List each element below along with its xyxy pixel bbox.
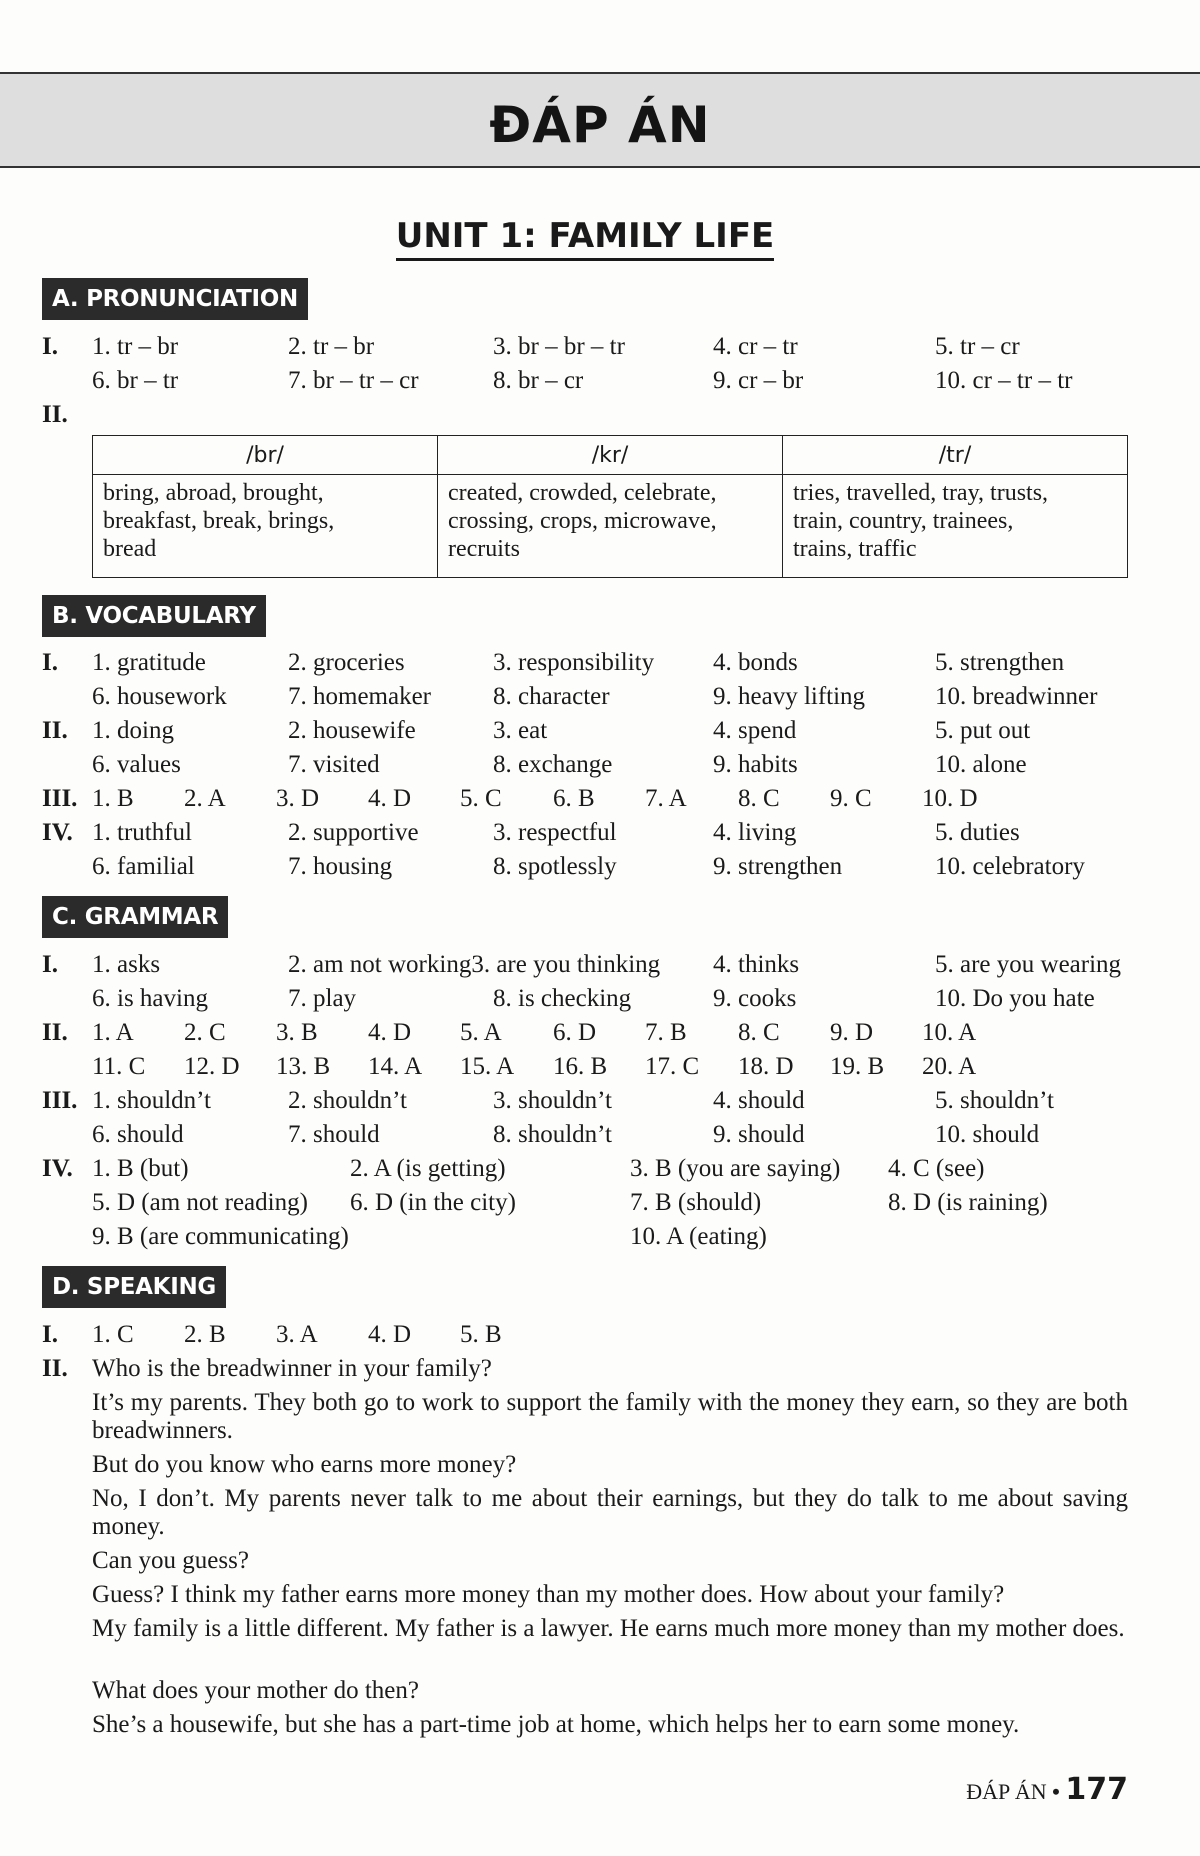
dialogue-line: Who is the breadwinner in your family? bbox=[92, 1355, 492, 1382]
vocab-label-i: I. bbox=[42, 649, 58, 676]
vocab-answer: 6. B bbox=[553, 785, 595, 812]
grammar-answer: 12. D bbox=[184, 1053, 240, 1080]
pron-answer: 6. br – tr bbox=[92, 367, 179, 394]
cell-line: crossing, crops, microwave, bbox=[448, 508, 717, 534]
vocab-answer: 9. habits bbox=[713, 751, 798, 778]
section-speaking-heading: D. SPEAKING bbox=[42, 1266, 226, 1308]
vocab-answer: 4. bonds bbox=[713, 649, 798, 676]
vocab-answer: 7. housing bbox=[288, 853, 393, 880]
grammar-answer: 1. B (but) bbox=[92, 1155, 189, 1182]
section-grammar-heading: C. GRAMMAR bbox=[42, 896, 228, 938]
grammar-answer: 10. A (eating) bbox=[630, 1223, 767, 1250]
grammar-answer: 1. A bbox=[92, 1019, 134, 1046]
vocab-answer: 3. respectful bbox=[493, 819, 617, 846]
grammar-answer: 7. should bbox=[288, 1121, 380, 1148]
vocab-answer: 4. D bbox=[368, 785, 412, 812]
dialogue-line: She’s a housewife, but she has a part-time job at home, which helps her to earn some money. bbox=[92, 1711, 1020, 1738]
cell-line: recruits bbox=[448, 536, 520, 562]
grammar-answer: 10. should bbox=[935, 1121, 1040, 1148]
vocab-answer: 2. A bbox=[184, 785, 226, 812]
speaking-label-i: I. bbox=[42, 1321, 58, 1348]
grammar-answer: 14. A bbox=[368, 1053, 423, 1080]
vocab-answer: 5. duties bbox=[935, 819, 1020, 846]
vocab-answer: 1. doing bbox=[92, 717, 174, 744]
grammar-answer: 6. D bbox=[553, 1019, 597, 1046]
speaking-answer: 5. B bbox=[460, 1321, 502, 1348]
vocab-answer: 10. celebratory bbox=[935, 853, 1085, 880]
dialogue-line: It’s my parents. They both go to work to support the family with the money they earn, so they are both breadwinners. bbox=[92, 1389, 1128, 1444]
cell-line: bring, abroad, brought, bbox=[103, 480, 324, 506]
cell-line: breakfast, break, brings, bbox=[103, 508, 335, 534]
grammar-answer: 8. shouldn’t bbox=[493, 1121, 612, 1148]
sound-table-row bbox=[93, 475, 1128, 578]
grammar-answer: 6. D (in the city) bbox=[350, 1189, 516, 1216]
grammar-answer: 3. B bbox=[276, 1019, 318, 1046]
pron-answer: 10. cr – tr – tr bbox=[935, 367, 1073, 394]
vocab-answer: 9. heavy lifting bbox=[713, 683, 866, 710]
header-banner bbox=[0, 72, 1200, 168]
grammar-answer: 18. D bbox=[738, 1053, 794, 1080]
vocab-label-iii: III. bbox=[42, 785, 78, 812]
cell-line: bread bbox=[103, 536, 157, 562]
grammar-answer: 9. B (are communicating) bbox=[92, 1223, 349, 1250]
speaking-answer: 2. B bbox=[184, 1321, 226, 1348]
pron-answer: 1. tr – br bbox=[92, 333, 179, 360]
grammar-answer: 4. should bbox=[713, 1087, 805, 1114]
pron-answer: 5. tr – cr bbox=[935, 333, 1020, 360]
vocab-answer: 10. alone bbox=[935, 751, 1027, 778]
cell-line: tries, travelled, tray, trusts, bbox=[793, 480, 1049, 506]
dialogue-line: Can you guess? bbox=[92, 1547, 249, 1574]
grammar-answer: 1. shouldn’t bbox=[92, 1087, 211, 1114]
grammar-answer: 9. D bbox=[830, 1019, 874, 1046]
section-pronunciation-heading: A. PRONUNCIATION bbox=[42, 278, 308, 320]
speaking-label-ii: II. bbox=[42, 1355, 68, 1382]
grammar-answer: 8. is checking bbox=[493, 985, 632, 1012]
vocab-answer: 10. breadwinner bbox=[935, 683, 1098, 710]
vocab-answer: 3. responsibility bbox=[493, 649, 655, 676]
grammar-answer: 17. C bbox=[645, 1053, 700, 1080]
vocab-answer: 2. groceries bbox=[288, 649, 405, 676]
speaking-answer: 1. C bbox=[92, 1321, 134, 1348]
vocab-answer: 3. eat bbox=[493, 717, 548, 744]
vocab-answer: 2. supportive bbox=[288, 819, 419, 846]
sound-cell-br bbox=[93, 475, 438, 578]
section-vocabulary-heading: B. VOCABULARY bbox=[42, 595, 266, 637]
vocab-answer: 6. housework bbox=[92, 683, 227, 710]
vocab-answer: 1. B bbox=[92, 785, 134, 812]
dialogue-line: No, I don’t. My parents never talk to me about their earnings, but they do talk to me about saving money. bbox=[92, 1485, 1128, 1540]
vocab-answer: 5. strengthen bbox=[935, 649, 1065, 676]
grammar-answer: 13. B bbox=[276, 1053, 331, 1080]
grammar-answer: 1. asks bbox=[92, 951, 161, 978]
vocab-answer: 5. C bbox=[460, 785, 502, 812]
vocab-answer: 7. homemaker bbox=[288, 683, 432, 710]
dialogue-line: Guess? I think my father earns more money than my mother does. How about your family? bbox=[92, 1581, 1005, 1608]
unit-title bbox=[0, 216, 1170, 256]
vocab-answer: 7. A bbox=[645, 785, 687, 812]
vocab-answer: 8. C bbox=[738, 785, 780, 812]
grammar-answer: 4. thinks bbox=[713, 951, 800, 978]
grammar-answer: 2. am not working3. are you thinking bbox=[288, 951, 661, 978]
grammar-answer: 7. B bbox=[645, 1019, 687, 1046]
grammar-answer: 15. A bbox=[460, 1053, 515, 1080]
grammar-label-iii: III. bbox=[42, 1087, 78, 1114]
vocab-answer: 10. D bbox=[922, 785, 978, 812]
vocab-answer: 8. spotlessly bbox=[493, 853, 617, 880]
vocab-answer: 4. spend bbox=[713, 717, 797, 744]
grammar-answer: 5. D (am not reading) bbox=[92, 1189, 308, 1216]
pron-answer: 9. cr – br bbox=[713, 367, 804, 394]
vocab-label-ii: II. bbox=[42, 717, 68, 744]
pron-label-ii: II. bbox=[42, 401, 68, 428]
grammar-label-iv: IV. bbox=[42, 1155, 73, 1182]
grammar-answer: 8. D (is raining) bbox=[888, 1189, 1048, 1216]
grammar-answer: 10. A bbox=[922, 1019, 977, 1046]
dialogue-line: But do you know who earns more money? bbox=[92, 1451, 517, 1478]
vocab-answer: 7. visited bbox=[288, 751, 380, 778]
vocab-answer: 1. truthful bbox=[92, 819, 192, 846]
pron-answer: 4. cr – tr bbox=[713, 333, 798, 360]
grammar-answer: 9. should bbox=[713, 1121, 805, 1148]
footer-label: ĐÁP ÁN bbox=[966, 1779, 1047, 1804]
vocab-answer: 8. character bbox=[493, 683, 610, 710]
page-title: ĐÁP ÁN bbox=[489, 96, 711, 154]
sound-table bbox=[92, 435, 1128, 578]
pron-label-i: I. bbox=[42, 333, 58, 360]
grammar-answer: 8. C bbox=[738, 1019, 780, 1046]
grammar-answer: 5. A bbox=[460, 1019, 502, 1046]
vocab-answer: 3. D bbox=[276, 785, 320, 812]
dialogue-line: What does your mother do then? bbox=[92, 1677, 419, 1704]
grammar-answer: 5. are you wearing bbox=[935, 951, 1122, 978]
grammar-answer: 6. is having bbox=[92, 985, 208, 1012]
grammar-answer: 2. C bbox=[184, 1019, 226, 1046]
grammar-answer: 10. Do you hate bbox=[935, 985, 1095, 1012]
pron-answer: 3. br – br – tr bbox=[493, 333, 625, 360]
grammar-answer: 5. shouldn’t bbox=[935, 1087, 1054, 1114]
dialogue-line: My family is a little different. My father is a lawyer. He earns much more money than my mother does. bbox=[92, 1615, 1125, 1642]
sound-cell-tr bbox=[783, 475, 1128, 578]
grammar-answer: 16. B bbox=[553, 1053, 608, 1080]
grammar-answer: 7. B (should) bbox=[630, 1189, 762, 1216]
grammar-answer: 6. should bbox=[92, 1121, 184, 1148]
grammar-answer: 20. A bbox=[922, 1053, 977, 1080]
grammar-label-ii: II. bbox=[42, 1019, 68, 1046]
grammar-answer: 11. C bbox=[92, 1053, 146, 1080]
speaking-answer: 3. A bbox=[276, 1321, 318, 1348]
grammar-answer: 3. shouldn’t bbox=[493, 1087, 612, 1114]
sound-header-kr: /kr/ bbox=[438, 436, 783, 475]
speaking-answer: 4. D bbox=[368, 1321, 412, 1348]
grammar-answer: 2. shouldn’t bbox=[288, 1087, 407, 1114]
pron-answer: 2. tr – br bbox=[288, 333, 375, 360]
sound-table-header-row bbox=[93, 436, 1128, 475]
grammar-answer: 2. A (is getting) bbox=[350, 1155, 506, 1182]
footer-bullet: • bbox=[1052, 1779, 1060, 1804]
vocab-answer: 1. gratitude bbox=[92, 649, 206, 676]
grammar-answer: 9. cooks bbox=[713, 985, 797, 1012]
grammar-label-i: I. bbox=[42, 951, 58, 978]
vocab-label-iv: IV. bbox=[42, 819, 73, 846]
vocab-answer: 6. values bbox=[92, 751, 181, 778]
page-footer bbox=[966, 1772, 1128, 1807]
cell-line: train, country, trainees, bbox=[793, 508, 1014, 534]
vocab-answer: 9. strengthen bbox=[713, 853, 843, 880]
vocab-answer: 6. familial bbox=[92, 853, 195, 880]
pron-answer: 7. br – tr – cr bbox=[288, 367, 419, 394]
grammar-answer: 7. play bbox=[288, 985, 357, 1012]
sound-cell-kr bbox=[438, 475, 783, 578]
vocab-answer: 2. housewife bbox=[288, 717, 416, 744]
sound-header-br: /br/ bbox=[93, 436, 438, 475]
page-number: 177 bbox=[1065, 1772, 1128, 1807]
unit-title-text: UNIT 1: FAMILY LIFE bbox=[396, 216, 775, 261]
vocab-answer: 8. exchange bbox=[493, 751, 613, 778]
sound-header-tr: /tr/ bbox=[783, 436, 1128, 475]
vocab-answer: 4. living bbox=[713, 819, 797, 846]
pron-answer: 8. br – cr bbox=[493, 367, 584, 394]
grammar-answer: 4. D bbox=[368, 1019, 412, 1046]
vocab-answer: 5. put out bbox=[935, 717, 1031, 744]
grammar-answer: 3. B (you are saying) bbox=[630, 1155, 841, 1182]
grammar-answer: 19. B bbox=[830, 1053, 885, 1080]
grammar-answer: 4. C (see) bbox=[888, 1155, 985, 1182]
cell-line: created, crowded, celebrate, bbox=[448, 480, 717, 506]
vocab-answer: 9. C bbox=[830, 785, 872, 812]
cell-line: trains, traffic bbox=[793, 536, 917, 562]
